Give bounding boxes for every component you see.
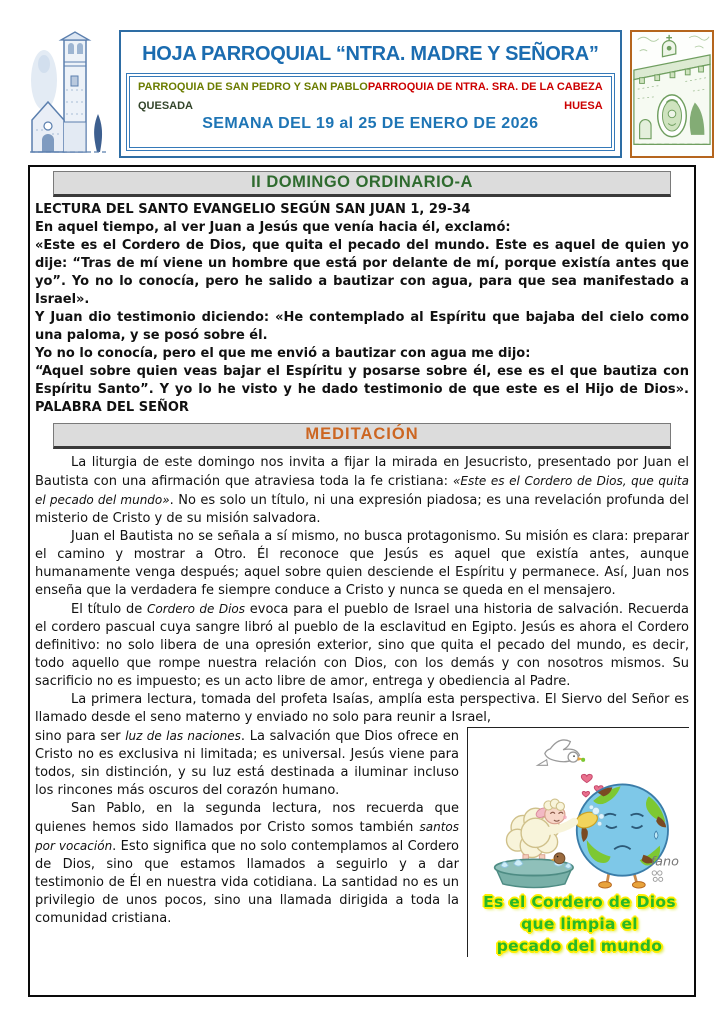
parish-names-row: [138, 81, 603, 93]
meditation-paragraph: La liturgia de este domingo nos invita a fijar la mirada en Jesucristo, presentado por Juan el Bautista con una afirmación que atraviesa toda la fe cristiana: «Este es el Cordero de Dios, que quita el pecado del mundo». No es solo un título, ni una expresión piadosa; es una revelación profunda del misterio de Cristo y de su misión salvadora.: [35, 455, 689, 526]
week-range: SEMANA DEL 19 al 25 DE ENERO DE 2026: [202, 115, 539, 132]
blue-church-icon: [28, 30, 108, 158]
town-quesada: QUESADA: [138, 100, 194, 112]
meditation-paragraph: sino para ser luz de las naciones. La salvación que Dios ofrece en Cristo no es exclusiva ni limitada; es universal. Jesús viene para todos, sin distinción, y su luz está destinada a iluminar incluso los rincones más oscuros del corazón humano.: [35, 729, 459, 798]
illustration-caption: [470, 891, 689, 957]
meditation-paragraph: La primera lectura, tomada del profeta Isaías, amplía esta perspectiva. El Siervo del Señor es llamado desde el seno materno y enviado no solo para reunir a Israel,: [35, 692, 689, 725]
parish-info-box: [126, 73, 615, 151]
signature-text: fano: [650, 854, 679, 870]
caption-line: pecado del mundo: [496, 937, 663, 955]
lamb-earth-cartoon: [470, 730, 689, 890]
meditation-paragraph: El título de Cordero de Dios evoca para el pueblo de Israel una historia de salvación. Recuerda el cordero pascual cuya sangre libró al pueblo de la esclavitud en Egipto. Jesús es ahora el Cordero definitivo: no solo libera de una opresión exterior, sino que quita el pecado del mundo, es decir, todo aquello que rompe nuestra relación con Dios, con los demás y con nosotros mismos. Su sacrificio no es impuesto; es un acto libre de amor, entrega y obediencia al Padre.: [35, 602, 689, 689]
gospel-reading: [33, 201, 691, 417]
gospel-paragraph: En aquel tiempo, al ver Juan a Jesús que venía hacia él, exclamó:: [35, 220, 511, 235]
section-title-sunday: II DOMINGO ORDINARIO-A: [53, 171, 671, 197]
meditation-paragraph: Juan el Bautista no se señala a sí mismo, no busca protagonismo. Su misión es clara: preparar el camino y mostrar a Otro. Él reconoce que Jesús es aquel que existía antes, aunque humanamente venga después; aquel sobre quien desciende el Espíritu y permanece. Así, Juan nos enseña que la verdadera fe siempre conduce a Cristo y nunca se queda en el mensajero.: [35, 529, 689, 598]
parish-name-quesada: PARROQUIA DE SAN PEDRO Y SAN PABLO: [138, 81, 368, 93]
green-church-icon: [632, 32, 712, 150]
gospel-paragraph: Y Juan dio testimonio diciendo: «He contemplado al Espíritu que bajaba del cielo como una paloma, y se posó sobre él.: [35, 310, 689, 343]
section-title-meditation: MEDITACIÓN: [53, 423, 671, 449]
gospel-paragraph: «Este es el Cordero de Dios, que quita el pecado del mundo. Este es aquel de quien yo dije: “Tras de mí viene un hombre que está por delante de mí, porque existía antes que yo”. Yo no lo conocía, pero he salido a bautizar con agua, para que sea manifestado a Israel».: [35, 238, 689, 307]
artist-signature: [651, 855, 679, 882]
dove-icon: [538, 740, 586, 765]
parish-name-huesa: PARROQUIA DE NTRA. SRA. DE LA CABEZA: [367, 81, 603, 93]
sad-earth-icon: [577, 784, 668, 888]
meditation-wrap-column: [35, 727, 459, 957]
gospel-heading: LECTURA DEL SANTO EVANGELIO SEGÚN SAN JUAN 1, 29-34: [35, 202, 471, 217]
meditation-paragraph: San Pablo, en la segunda lectura, nos recuerda que quienes hemos sido llamados por Cristo somos también santos por vocación. Esto significa que no solo contemplamos al Cordero de Dios, sino que estamos llamados a seguirlo y a dar testimonio de Él en nuestra vida cotidiana. La santidad no es un privilegio de unos pocos, sino una llamada dirigida a toda la comunidad cristiana.: [35, 801, 459, 926]
wash-basin-icon: [495, 853, 573, 888]
caption-line: Es el Cordero de Dios: [483, 893, 676, 911]
church-sketch-left-image: [28, 30, 108, 158]
meditation-text: [33, 454, 691, 957]
lamb-washing-world-illustration: [467, 727, 689, 957]
text-and-illustration-row: [35, 727, 689, 957]
bulletin-title: HOJA PARROQUIAL “NTRA. MADRE Y SEÑORA”: [142, 43, 599, 65]
masthead-title-box: [119, 30, 622, 158]
caption-line: que limpia el: [521, 915, 638, 933]
town-huesa: HUESA: [564, 100, 603, 112]
towns-row: [138, 100, 603, 112]
gospel-paragraph: Yo no lo conocía, pero el que me envió a bautizar con agua me dijo:: [35, 346, 531, 361]
masthead: [28, 30, 696, 158]
church-sketch-right-image: [630, 30, 714, 158]
content-frame: [28, 165, 696, 997]
gospel-paragraph: “Aquel sobre quien veas bajar el Espíritu y posarse sobre él, ese es el que bautiza con Espíritu Santo”. Y yo lo he visto y he dado testimonio de que este es el Hijo de Dios». PALABRA DEL SEÑOR: [35, 364, 689, 415]
